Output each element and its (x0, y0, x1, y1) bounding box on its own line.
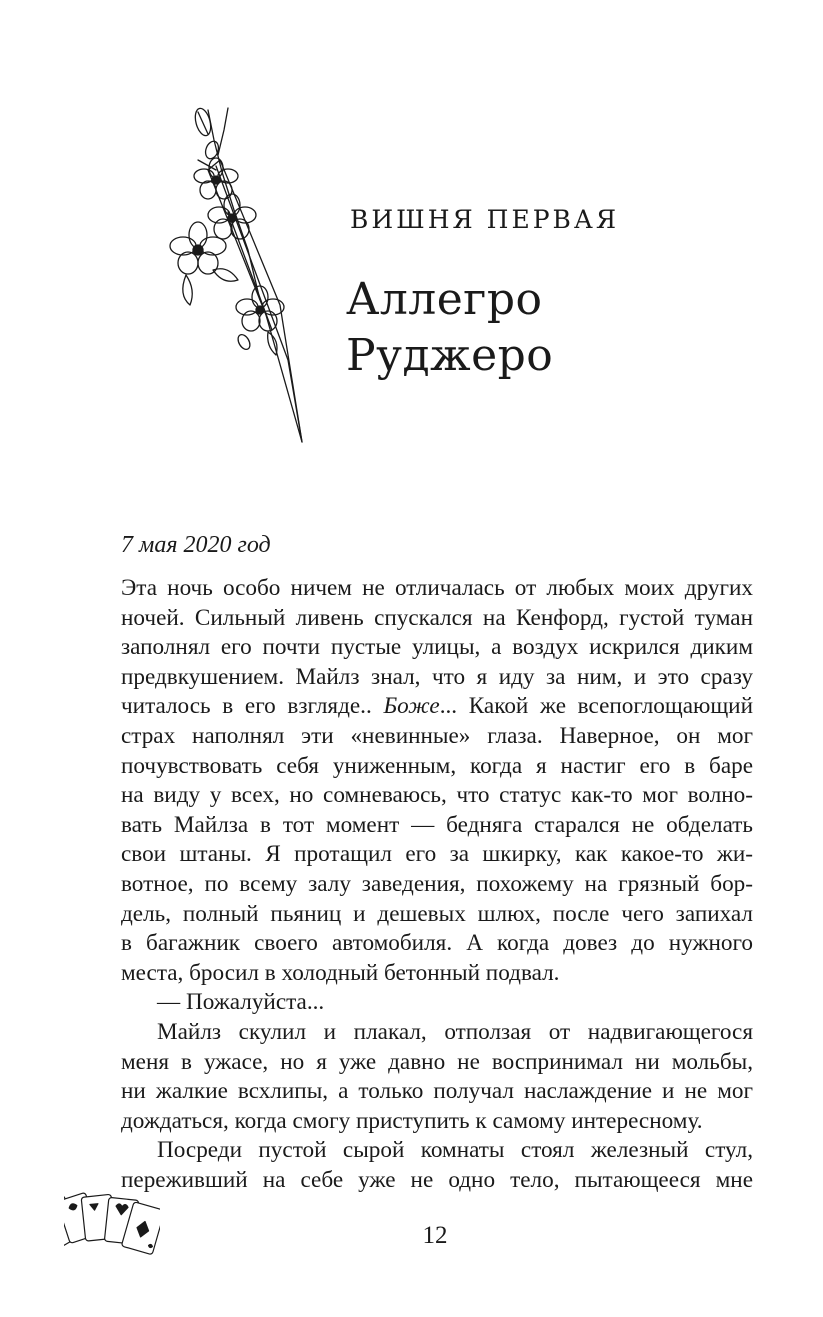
emphasis: Боже (383, 693, 440, 720)
text-line: дель, полный пьяниц и дешевых шлюх, после чего запихал (121, 900, 753, 927)
text-line: на виду у всех, но сомневаюсь, что статус как-то мог волно- (121, 782, 753, 809)
playing-cards-icon (64, 1188, 160, 1270)
body-text (121, 574, 753, 1195)
text-line: меня в ужасе, но я уже давно не воспринимал ни мольбы, (121, 1048, 753, 1075)
chapter-label: ВИШНЯ ПЕРВАЯ (350, 205, 620, 234)
text-line: места, бросил в холодный бетонный подвал. (121, 959, 560, 986)
text-line: читалось в его взгляде.. Боже... Какой же всепоглощающий (121, 693, 754, 720)
text-line: — Пожалуйста... (157, 989, 325, 1016)
text-line: Посреди пустой сырой комнаты стоял железный стул, (157, 1137, 753, 1164)
text-line: вотное, по всему залу заведения, похожему на грязный бор- (121, 870, 753, 897)
text-line: вать Майлза в тот момент — бедняга старался не обделать (121, 811, 753, 838)
text-line: Эта ночь особо ничем не отличалась от любых моих других (121, 575, 753, 601)
text-line: Майлз скулил и плакал, отползая от надвигающегося (157, 1018, 753, 1045)
text-line: свои штаны. Я протащил его за шкирку, как какое-то жи- (121, 841, 753, 868)
text-line: почувствовать себя униженным, когда я настиг его в баре (121, 752, 753, 779)
text-line: ни жалкие всхлипы, а только получал наслаждение и не мог (121, 1078, 753, 1105)
chapter-title-line-2: Руджеро (346, 330, 554, 381)
text-line: заполнял его почти пустые улицы, а воздух искрился диким (121, 634, 753, 661)
text-line: ночей. Сильный ливень спускался на Кенфорд, густой туман (121, 604, 753, 631)
text-line: страх наполнял эти «невинные» глаза. Наверное, он мог (121, 722, 753, 749)
chapter-title-line-1: Аллегро (346, 274, 543, 325)
text-line: переживший на себе уже не одно тело, пытающееся мне (121, 1166, 753, 1193)
entry-date: 7 мая 2020 год (121, 532, 271, 558)
text-line: дождаться, когда смогу приступить к самому интересному. (121, 1107, 703, 1134)
text-line: в багажник своего автомобиля. А когда довез до нужного (121, 930, 753, 957)
page-number: 12 (422, 1222, 448, 1249)
text-line: предвкушением. Майлз знал, что я иду за ним, и это сразу (121, 663, 753, 690)
cherry-blossom-dagger-icon (168, 100, 318, 460)
chapter-title (346, 272, 646, 384)
